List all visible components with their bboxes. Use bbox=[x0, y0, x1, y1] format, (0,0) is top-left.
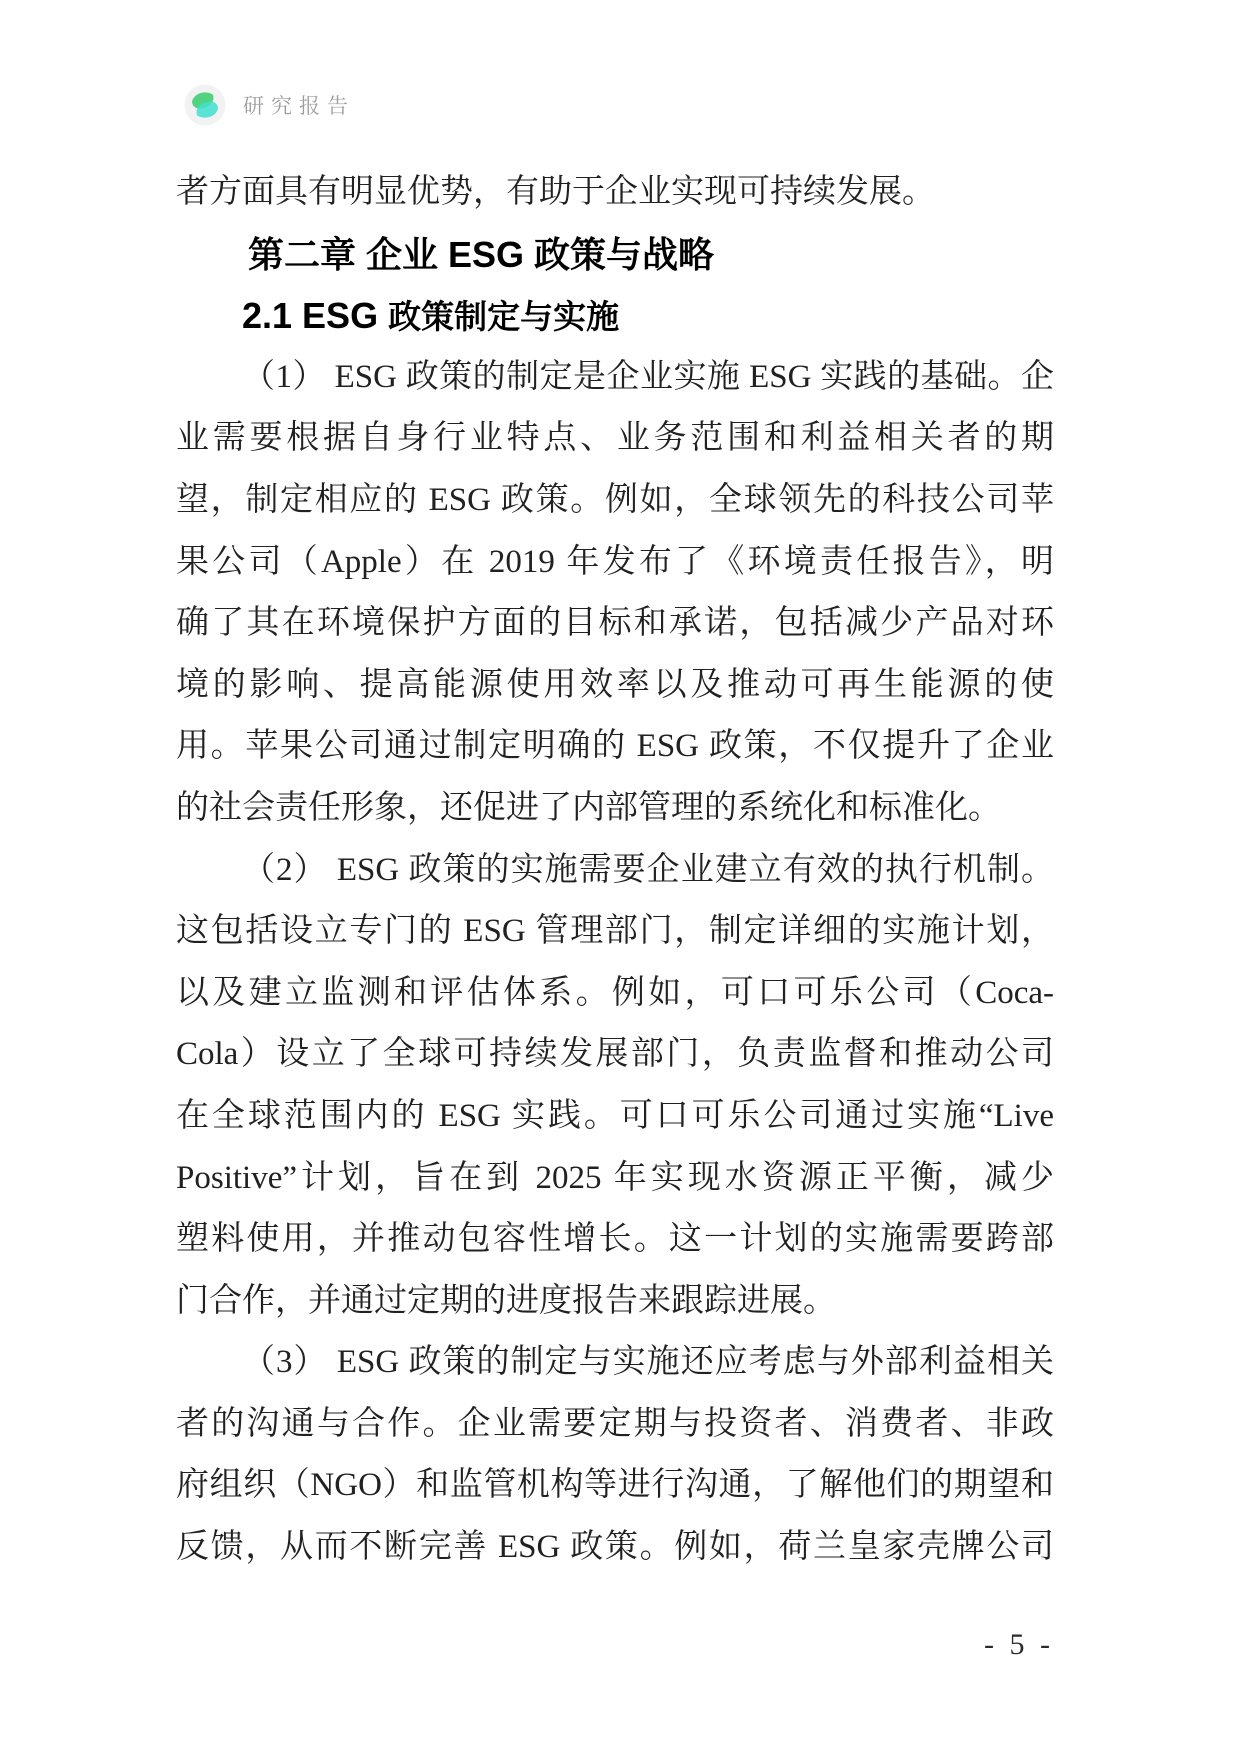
text-line: （2） ESG 政策的实施需要企业建立有效的执行机制。 bbox=[242, 851, 1054, 888]
section-number: 2.1 ESG bbox=[242, 295, 389, 337]
text-line: 者方面具有明显优势，有助于企业实现可持续发展。 bbox=[176, 174, 935, 210]
text-line: 的社会责任形象，还促进了内部管理的系统化和标准化。 bbox=[176, 789, 1001, 826]
brand-logo-icon bbox=[184, 84, 226, 126]
page-footer bbox=[176, 1628, 1054, 1662]
text-line: 门合作，并通过定期的进度报告来跟踪进展。 bbox=[176, 1282, 836, 1319]
text-line: 业需要根据自身行业特点、业务范围和利益相关者的期 bbox=[176, 420, 1054, 457]
text-line: 反馈，从而不断完善 ESG 政策。例如，荷兰皇家壳牌公司 bbox=[176, 1529, 1054, 1566]
text-line: Cola）设立了全球可持续发展部门，负责监督和推动公司 bbox=[176, 1036, 1054, 1073]
section-title: 政策制定与实施 bbox=[388, 300, 620, 337]
text-line: （3） ESG 政策的制定与实施还应考虑与外部利益相关 bbox=[242, 1344, 1054, 1381]
text-line: 望，制定相应的 ESG 政策。例如，全球领先的科技公司苹 bbox=[176, 481, 1054, 518]
text-line: 用。苹果公司通过制定明确的 ESG 政策，不仅提升了企业 bbox=[176, 728, 1054, 765]
text-line: 塑料使用，并推动包容性增长。这一计划的实施需要跨部 bbox=[176, 1221, 1054, 1258]
chapter-heading: 第二章 企业 ESG 政策与战略 bbox=[248, 233, 715, 275]
text-line: 在全球范围内的 ESG 实践。可口可乐公司通过实施“Live bbox=[176, 1097, 1054, 1134]
text-line: 果公司（Apple）在 2019 年发布了《环境责任报告》，明 bbox=[176, 543, 1054, 580]
text-line: 府组织（NGO）和监管机构等进行沟通，了解他们的期望和 bbox=[176, 1467, 1054, 1504]
text-line: 者的沟通与合作。企业需要定期与投资者、消费者、非政 bbox=[176, 1405, 1054, 1442]
text-line: 这包括设立专门的 ESG 管理部门，制定详细的实施计划， bbox=[176, 913, 1054, 950]
text-line: 境的影响、提高能源使用效率以及推动可再生能源的使 bbox=[176, 666, 1054, 703]
document-body bbox=[176, 162, 1054, 1579]
page-number: - 5 - bbox=[984, 1628, 1054, 1661]
text-line: Positive”计划，旨在到 2025 年实现水资源正平衡，减少 bbox=[176, 1159, 1054, 1196]
section-heading bbox=[176, 285, 1054, 347]
text-line: （1） ESG 政策的制定是企业实施 ESG 实践的基础。企 bbox=[242, 358, 1054, 395]
page-header bbox=[184, 84, 355, 126]
text-line: 以及建立监测和评估体系。例如，可口可乐公司（Coca- bbox=[176, 974, 1054, 1011]
text-line: 确了其在环境保护方面的目标和承诺，包括减少产品对环 bbox=[176, 605, 1054, 642]
brand-name: 研究报告 bbox=[243, 94, 355, 118]
